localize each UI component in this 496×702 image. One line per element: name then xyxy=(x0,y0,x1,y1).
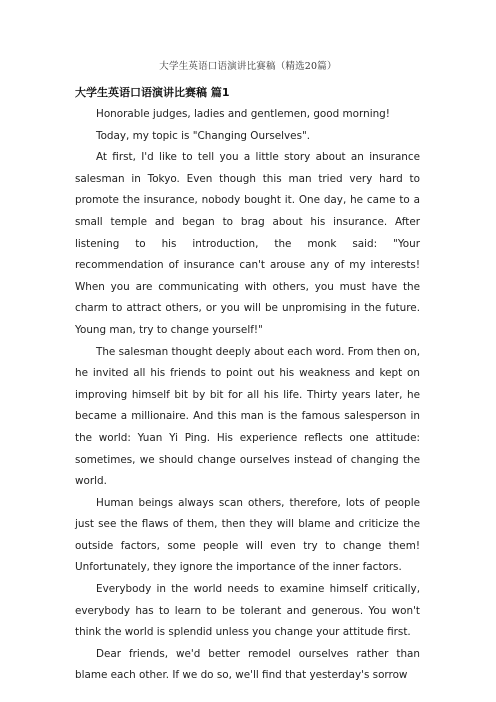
paragraph-salesman: The salesman thought deeply about each word. From then on, he invited all his friends to point out his weakness and kept on improving himself bit by bit for all his life. Thirty years later, he became a millionaire. And this man is the famous salesperson in the world: Yuan Yi Ping. His experience reflects one attitude: sometimes, we should change ourselves instead of changing the world. xyxy=(75,345,420,488)
document-body xyxy=(75,82,420,687)
paragraph-everybody: Everybody in the world needs to examine himself critically, everybody has to learn to be tolerant and generous. You won't think the world is splendid unless you change your attitude first. xyxy=(75,583,420,639)
paragraph-dear-friends: Dear friends, we'd better remodel ourselves rather than blame each other. If we do so, we'll find that yesterday's sorrow xyxy=(75,647,420,682)
running-header: 大学生英语口语演讲比赛稿（精选20篇） xyxy=(159,61,337,72)
paragraph-topic: Today, my topic is "Changing Ourselves". xyxy=(96,129,311,142)
paragraph-greeting: Honorable judges, ladies and gentlemen, good morning! xyxy=(96,108,390,120)
section-heading: 大学生英语口语演讲比赛稿 篇1 xyxy=(75,86,230,99)
paragraph-story: At first, I'd like to tell you a little story about an insurance salesman in Tokyo. Even though this man tried very hard to promote the insurance, nobody bought it. One day, he came to a small temple and began to brag about his insurance. After listening to his introduction, the monk said: "Your recommendation of insurance can't arouse any of my interests! When you are communicating with others, you must have the charm to attract others, or you will be unpromising in the future. Young man, try to change yourself!" xyxy=(75,151,420,336)
paragraph-human-beings: Human beings always scan others, therefore, lots of people just see the flaws of them, then they will blame and criticize the outside factors, some people will even try to change them! Unfortunately, they ignore the importance of the inner factors. xyxy=(75,496,420,574)
